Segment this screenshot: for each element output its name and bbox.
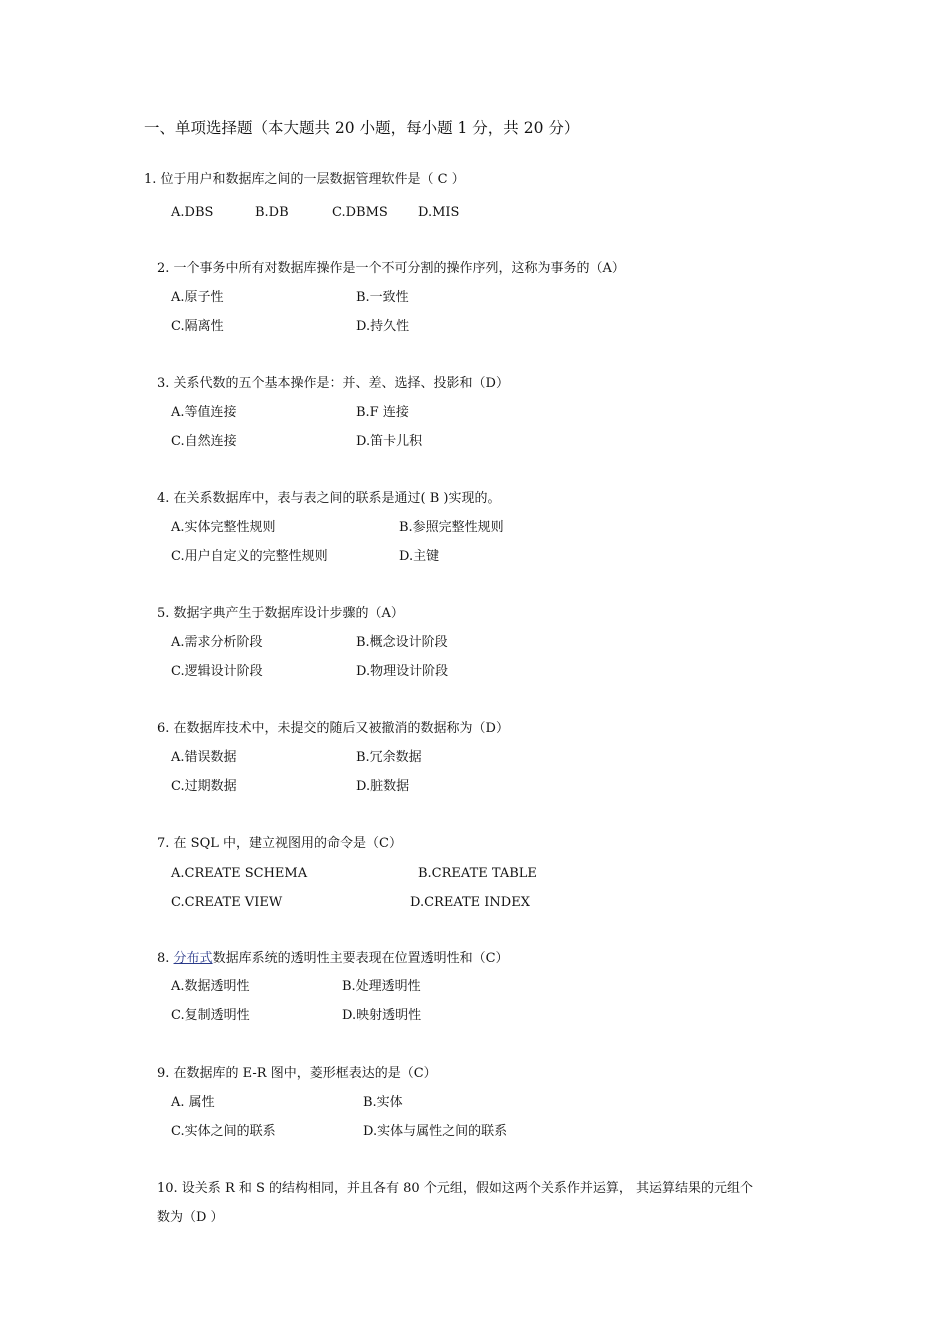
question-5: 5. 数据字典产生于数据库设计步骤的（A）	[157, 606, 404, 621]
q4-option-a: A.实体完整性规则	[171, 520, 276, 535]
question-10-line-1: 10. 设关系 R 和 S 的结构相同，并且各有 80 个元组，假如这两个关系作并运算， 其运算结果的元组个	[157, 1181, 753, 1196]
q7-option-c: C.CREATE VIEW	[171, 895, 283, 910]
q9-option-d: D.实体与属性之间的联系	[363, 1124, 508, 1139]
q2-option-b: B.一致性	[356, 290, 409, 305]
q3-option-d: D.笛卡儿积	[356, 434, 423, 449]
q8-option-c: C.复制透明性	[171, 1008, 250, 1023]
q3-option-a: A.等值连接	[171, 405, 237, 420]
q1-option-a: A.DBS	[171, 205, 214, 220]
q6-option-a: A.错误数据	[171, 750, 237, 765]
distributed-link[interactable]: 分布式	[173, 951, 213, 966]
q5-option-d: D.物理设计阶段	[356, 664, 449, 679]
question-2: 2. 一个事务中所有对数据库操作是一个不可分割的操作序列，这称为事务的（A）	[157, 261, 625, 276]
question-8	[157, 950, 509, 968]
q8-option-b: B.处理透明性	[342, 979, 421, 994]
question-7: 7. 在 SQL 中，建立视图用的命令是（C）	[157, 836, 402, 851]
q3-option-c: C.自然连接	[171, 434, 237, 449]
q2-option-d: D.持久性	[356, 319, 410, 334]
q2-option-a: A.原子性	[171, 290, 224, 305]
q7-option-a: A.CREATE SCHEMA	[171, 866, 308, 881]
q4-option-b: B.参照完整性规则	[399, 520, 504, 535]
question-8-text: 数据库系统的透明性主要表现在位置透明性和（C）	[212, 951, 509, 966]
question-3: 3. 关系代数的五个基本操作是：并、差、选择、投影和（D）	[157, 376, 509, 391]
q1-option-d: D.MIS	[418, 205, 460, 220]
q7-option-b: B.CREATE TABLE	[418, 866, 537, 881]
q6-option-b: B.冗余数据	[356, 750, 422, 765]
q8-option-a: A.数据透明性	[171, 979, 250, 994]
q6-option-c: C.过期数据	[171, 779, 237, 794]
q1-option-b: B.DB	[255, 205, 289, 220]
question-4: 4. 在关系数据库中，表与表之间的联系是通过( B )实现的。	[157, 491, 501, 506]
section-heading: 一、单项选择题（本大题共 20 小题，每小题 1 分，共 20 分）	[144, 119, 580, 137]
question-8-number: 8.	[157, 951, 174, 966]
q4-option-c: C.用户自定义的完整性规则	[171, 549, 328, 564]
q3-option-b: B.F 连接	[356, 405, 409, 420]
q4-option-d: D.主键	[399, 549, 440, 564]
q5-option-a: A.需求分析阶段	[171, 635, 263, 650]
question-1: 1. 位于用户和数据库之间的一层数据管理软件是（ C ）	[144, 172, 465, 187]
q2-option-c: C.隔离性	[171, 319, 224, 334]
question-9: 9. 在数据库的 E-R 图中，菱形框表达的是（C）	[157, 1066, 437, 1081]
q9-option-c: C.实体之间的联系	[171, 1124, 276, 1139]
q8-option-d: D.映射透明性	[342, 1008, 422, 1023]
q5-option-b: B.概念设计阶段	[356, 635, 448, 650]
question-10-line-2: 数为（D ）	[157, 1210, 224, 1225]
q1-option-c: C.DBMS	[332, 205, 388, 220]
question-6: 6. 在数据库技术中，未提交的随后又被撤消的数据称为（D）	[157, 721, 509, 736]
q6-option-d: D.脏数据	[356, 779, 410, 794]
q9-option-b: B.实体	[363, 1095, 403, 1110]
q9-option-a: A. 属性	[171, 1095, 215, 1110]
q7-option-d: D.CREATE INDEX	[410, 895, 530, 910]
q5-option-c: C.逻辑设计阶段	[171, 664, 263, 679]
